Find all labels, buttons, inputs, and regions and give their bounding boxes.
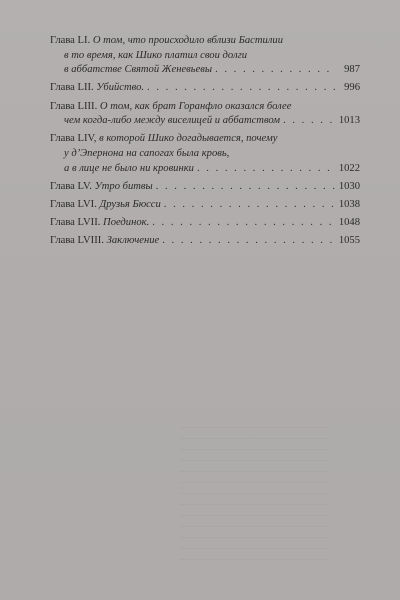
toc-line bbox=[50, 234, 360, 249]
page-number: 1013 bbox=[338, 115, 360, 127]
dot-leader bbox=[156, 180, 335, 195]
chapter-title-line: а в лице не было ни кровинки bbox=[64, 162, 194, 174]
table-of-contents bbox=[50, 34, 360, 252]
dot-leader bbox=[283, 114, 335, 129]
chapter-title-line: чем когда-либо между виселицей и аббатством bbox=[64, 115, 281, 127]
chapter-title-line: Утро битвы bbox=[94, 180, 153, 192]
page-number: 1055 bbox=[338, 235, 360, 247]
toc-line bbox=[50, 216, 360, 231]
chapter-number: Глава LI. bbox=[50, 35, 91, 46]
toc-line bbox=[50, 81, 360, 96]
chapter-number: Глава LVIII. bbox=[50, 235, 104, 247]
toc-line bbox=[50, 49, 360, 64]
toc-entry bbox=[50, 132, 360, 176]
chapter-number: Глава LVII. bbox=[50, 217, 101, 229]
toc-line bbox=[50, 180, 360, 195]
dot-leader bbox=[215, 63, 335, 78]
chapter-number: Глава LII. bbox=[50, 82, 94, 94]
toc-entry bbox=[50, 216, 360, 231]
toc-entry bbox=[50, 81, 360, 96]
toc-entry bbox=[50, 180, 360, 195]
dot-leader bbox=[152, 216, 335, 231]
chapter-title-line: Убийство. bbox=[96, 82, 145, 94]
toc-line bbox=[50, 162, 360, 177]
chapter-number: Глава LVI. bbox=[50, 198, 97, 210]
chapter-title-line: Поединок. bbox=[103, 217, 150, 229]
chapter-title-line: в аббатстве Святой Женевьевы bbox=[64, 64, 213, 76]
page-number: 1022 bbox=[338, 162, 360, 174]
chapter-title-line: О том, что происходило вблизи Бастилии bbox=[92, 35, 284, 46]
toc-line bbox=[50, 147, 360, 162]
chapter-number: Глава LV. bbox=[50, 180, 92, 192]
toc-line bbox=[50, 100, 360, 115]
toc-entry bbox=[50, 100, 360, 129]
toc-entry bbox=[50, 198, 360, 213]
chapter-title-line: в то время, как Шико платил свои долги bbox=[64, 49, 247, 61]
page-number: 1048 bbox=[338, 217, 360, 229]
toc-line bbox=[50, 34, 360, 49]
chapter-title-line: в которой Шико догадывается, почему bbox=[99, 133, 278, 145]
dot-leader bbox=[162, 234, 335, 249]
toc-line bbox=[50, 132, 360, 147]
chapter-number: Глава LIII. bbox=[50, 100, 98, 112]
page-number: 996 bbox=[344, 82, 360, 94]
toc-line bbox=[50, 198, 360, 213]
toc-line bbox=[50, 114, 360, 129]
chapter-number: Глава LIV, bbox=[50, 133, 97, 145]
toc-entry bbox=[50, 234, 360, 249]
chapter-title-line: Заключение bbox=[106, 235, 160, 247]
dot-leader bbox=[147, 81, 335, 96]
page-number: 1038 bbox=[338, 198, 360, 210]
dot-leader bbox=[164, 198, 335, 213]
dot-leader bbox=[197, 162, 335, 177]
chapter-title-line: у д’Эпернона на сапогах была кровь, bbox=[64, 147, 230, 159]
page-number: 1030 bbox=[338, 180, 360, 192]
page-number: 987 bbox=[344, 64, 360, 76]
chapter-title-line: Друзья Бюсси bbox=[99, 198, 161, 210]
toc-entry bbox=[50, 34, 360, 78]
chapter-title-line: О том, как брат Горанфло оказался более bbox=[99, 100, 292, 112]
toc-line bbox=[50, 63, 360, 78]
show-through-text bbox=[180, 420, 330, 570]
